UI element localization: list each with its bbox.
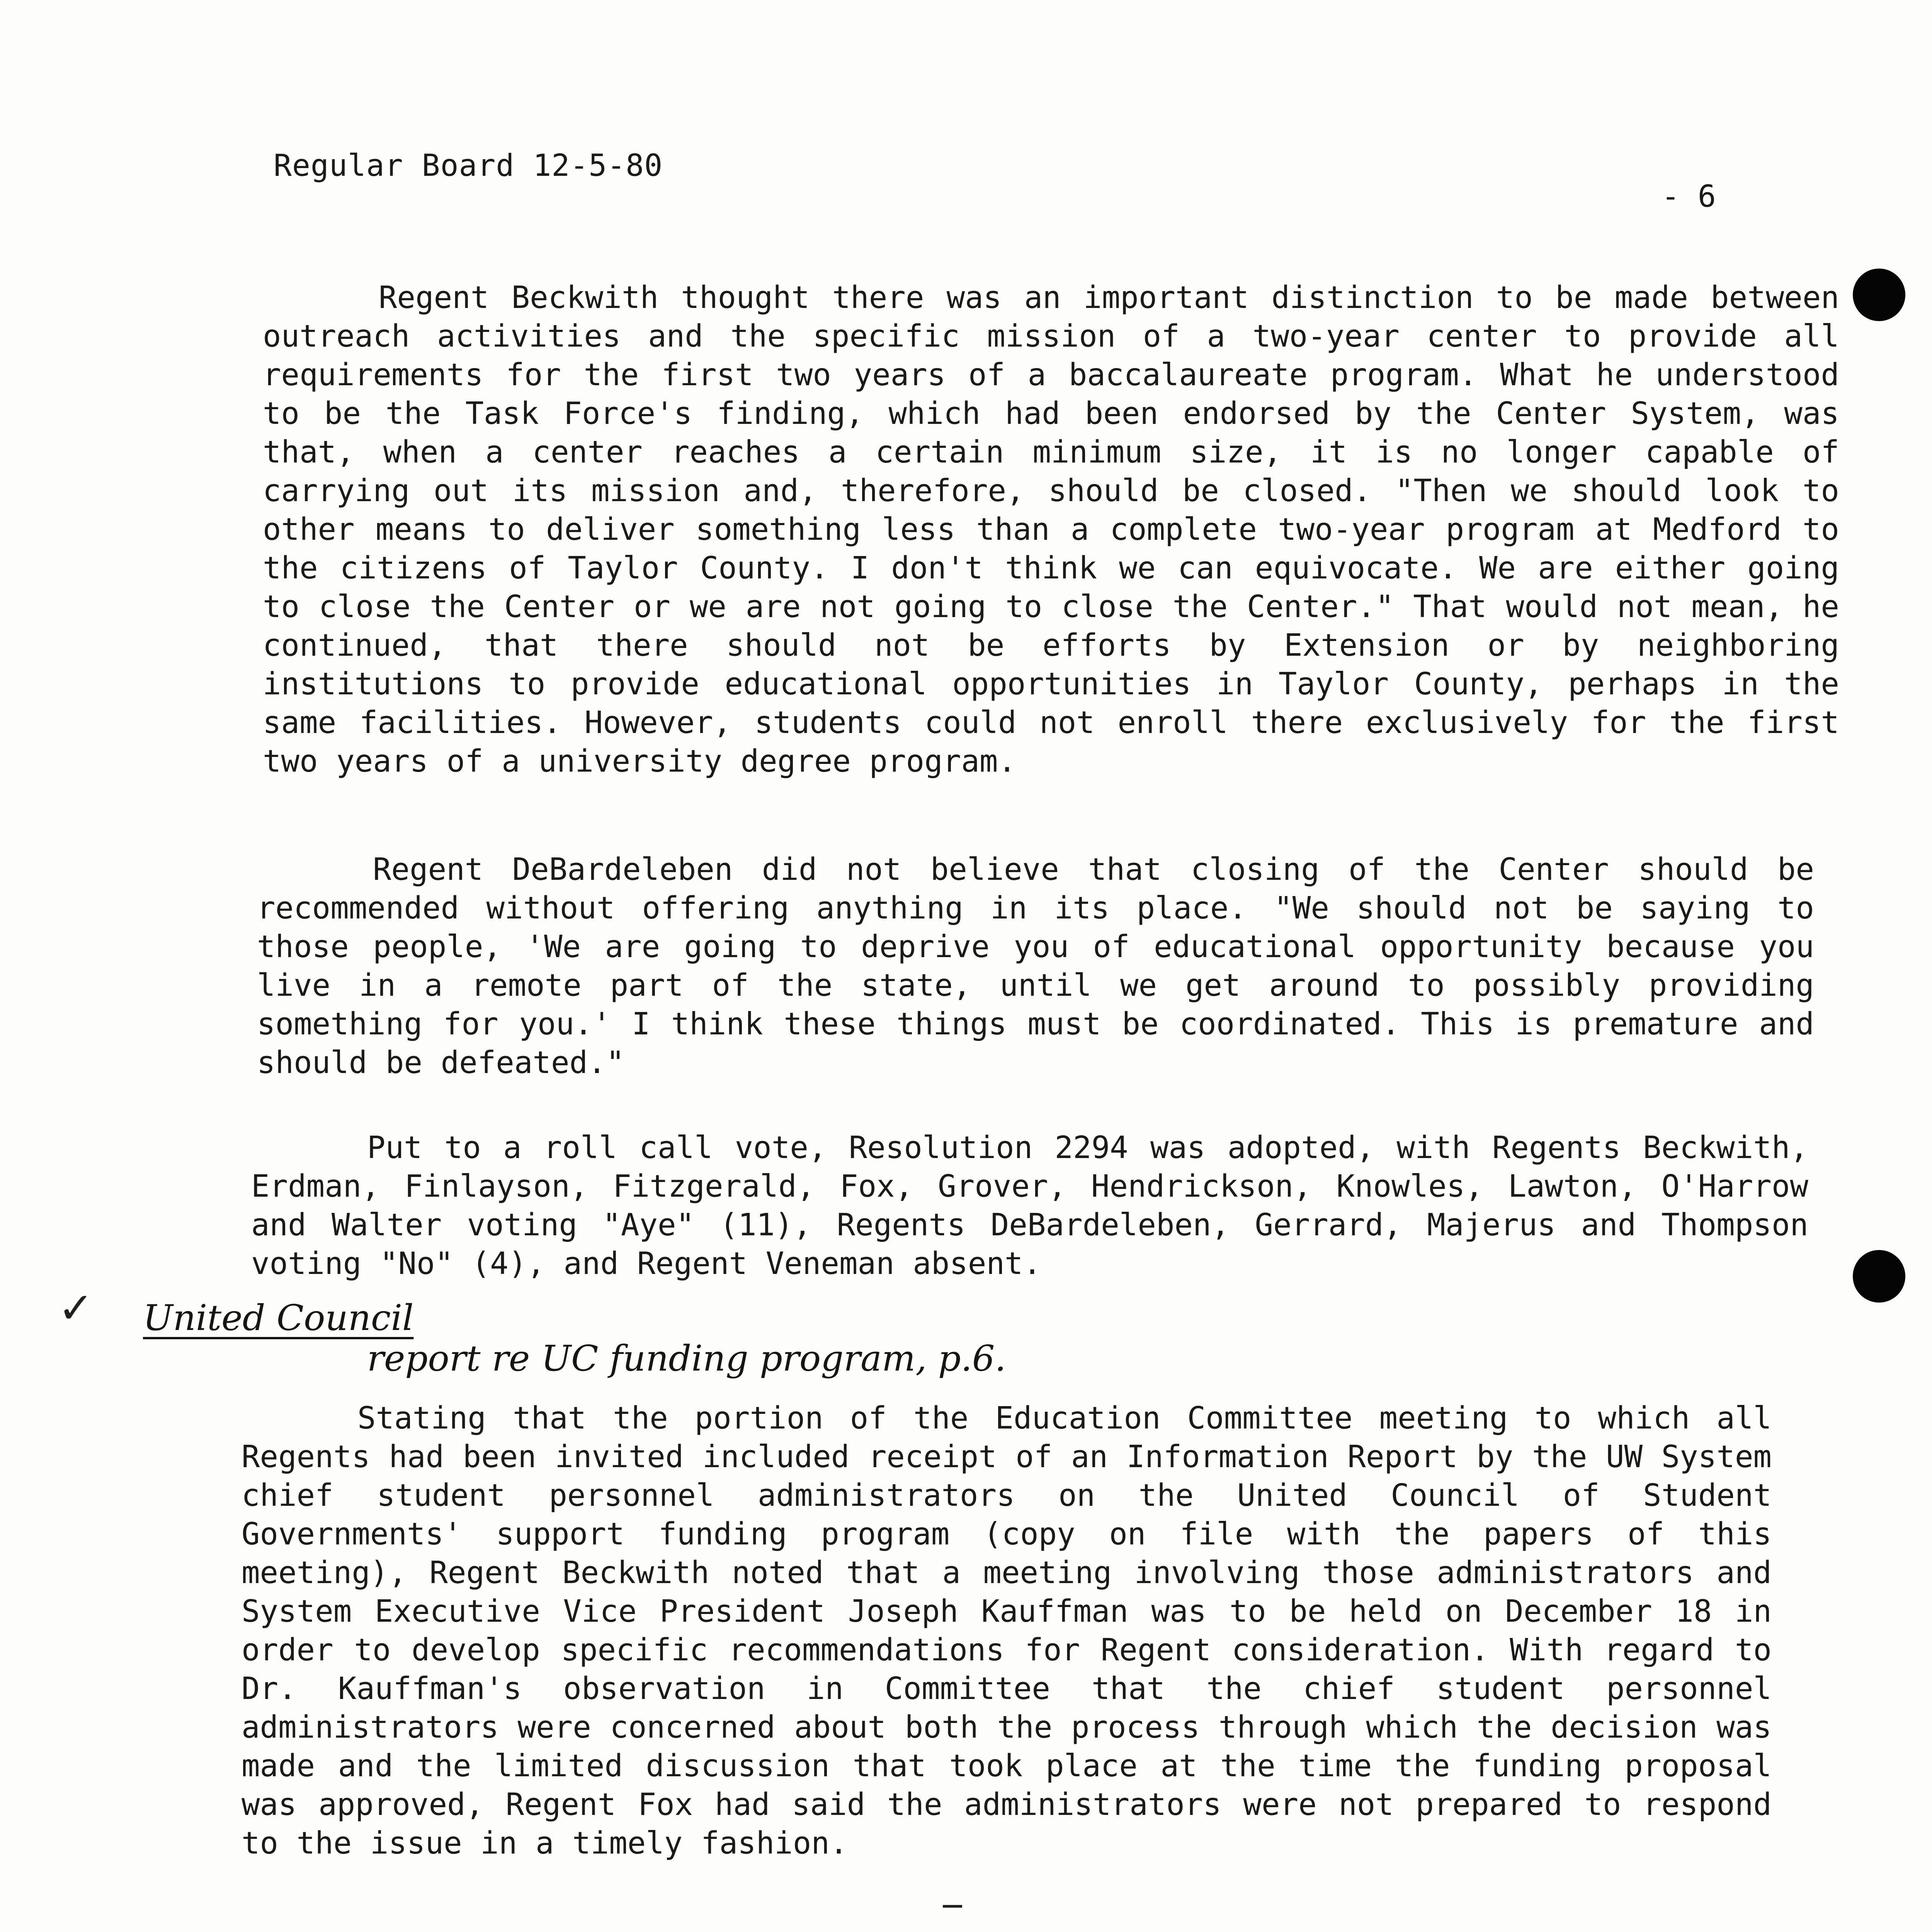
punch-hole [1853, 1250, 1905, 1303]
paragraph-debardeleben-objection: Regent DeBardeleben did not believe that closing of the Center should be recommended without offering anything in its place. "We should not be saying to those people, 'We are going to deprive you of educational opportunity because you live in a remote part of the state, until we get around to possibly providing something for you.' I think these things must be coordinated. This is premature and should be defeated." [257, 852, 1814, 1080]
handwritten-united-council-heading: United Council [143, 1297, 414, 1338]
punch-hole [1853, 269, 1905, 321]
paragraph-united-council-report: Stating that the portion of the Education Committee meeting to which all Regents had been invited included receipt of an Information Report by the UW System chief student personnel administrators on the United Council of Student Governments' support funding program (copy on file with the papers of this meeting), Regent Beckwith noted that a meeting involving those administrators and System Executive Vice President Joseph Kauffman was to be held on December 18 in order to develop specific recommendations for Regent consideration. With regard to Dr. Kauffman's observation in Committee that the chief student personnel administrators were concerned about both the process through which the decision was made and the limited discussion that took place at the time the funding proposal was approved, Regent Fox had said the administrators were not prepared to respond to the issue in a timely fashion. [242, 1400, 1772, 1861]
stray-dash-mark [943, 1905, 962, 1908]
paragraph-beckwith-distinction: Regent Beckwith thought there was an important distinction to be made between outreach activities and the specific mission of a two-year center to provide all requirements for the first two years of a baccalaureate program. What he understood to be the Task Force's finding, which had been endorsed by the Center System, was that, when a center reaches a certain minimum size, it is no longer capable of carrying out its mission and, therefore, should be closed. "Then we should look to other means to deliver something less than a complete two-year program at Medford to the citizens of Taylor County. I don't think we can equivocate. We are either going to close the Center or we are not going to close the Center." That would not mean, he continued, that there should not be efforts by Extension or by neighboring institutions to provide educational opportunities in Taylor County, perhaps in the same facilities. However, students could not enroll there exclusively for the first two years of a university degree program. [263, 280, 1839, 779]
handwritten-check-mark: ✓ [58, 1283, 94, 1333]
paragraph-roll-call-vote: Put to a roll call vote, Resolution 2294 was adopted, with Regents Beckwith, Erdman, Finlayson, Fitzgerald, Fox, Grover, Hendrickson, Knowles, Lawton, O'Harrow and Walter voting "Aye" (11), Regents DeBardeleben, Gerrard, Majerus and Thompson voting "No" (4), and Regent Veneman absent. [251, 1130, 1808, 1281]
page-header-title: Regular Board 12-5-80 [274, 148, 663, 183]
page-number: - 6 [1662, 179, 1716, 214]
handwritten-united-council-note: report re UC funding program, p.6. [367, 1338, 1006, 1379]
